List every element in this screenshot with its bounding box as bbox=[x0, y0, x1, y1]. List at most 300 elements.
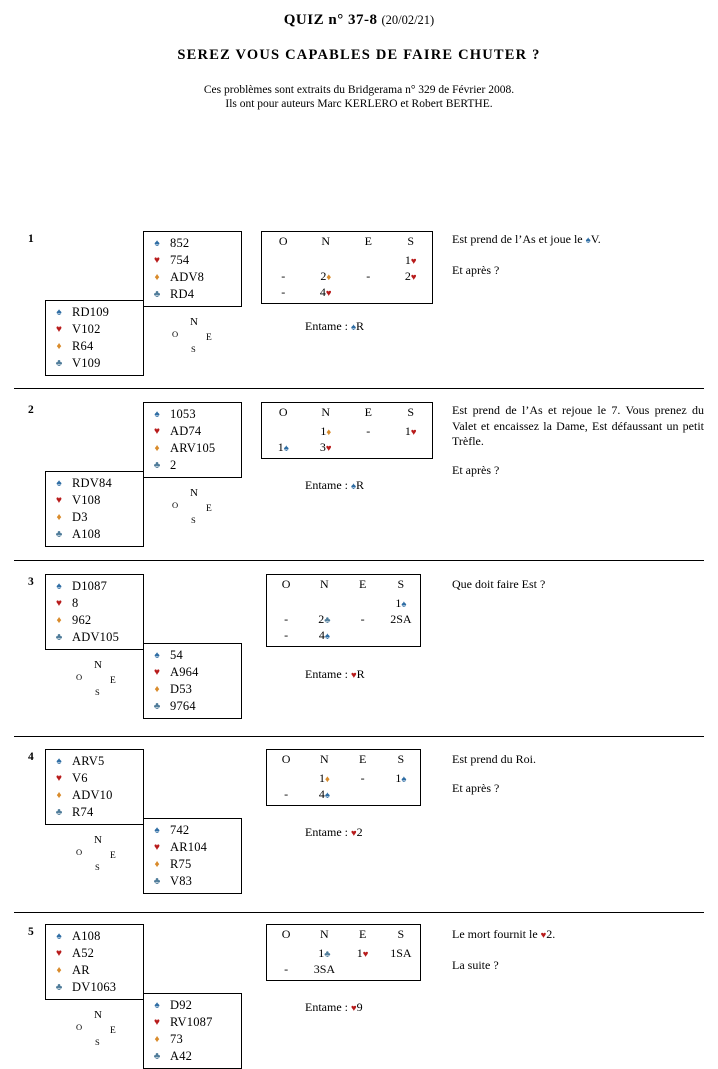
hand-suit-symbol bbox=[144, 826, 170, 836]
hand-box-north bbox=[143, 231, 242, 307]
hand-suit-symbol bbox=[144, 290, 170, 300]
hand-cards-heart: V6 bbox=[72, 771, 88, 785]
credit-line-source: Ces problèmes sont extraits du Bridgerama n° 329 de Février 2008. bbox=[203, 84, 515, 96]
bidding-table bbox=[266, 924, 421, 981]
bidding-cell: 1♠ bbox=[395, 595, 407, 610]
hand-cards-spade: 1053 bbox=[170, 407, 196, 421]
bidding-cell: - bbox=[281, 268, 286, 283]
hand-suit-symbol bbox=[46, 599, 72, 609]
spade-icon: ♠ bbox=[585, 236, 591, 246]
bidding-row bbox=[267, 961, 420, 977]
hand-suit-symbol bbox=[46, 582, 72, 592]
compass-rose bbox=[70, 659, 124, 701]
hand-row-diamond bbox=[46, 338, 143, 355]
problem-number: 2 bbox=[28, 404, 34, 416]
hand-cards-heart: 8 bbox=[72, 596, 79, 610]
hand-suit-symbol bbox=[144, 1035, 170, 1045]
bidding-table bbox=[261, 231, 433, 304]
compass-north: N bbox=[94, 1009, 102, 1021]
hand-row-diamond bbox=[46, 509, 143, 526]
bidding-cell: - bbox=[366, 268, 371, 283]
hand-row-diamond bbox=[46, 787, 143, 804]
hand-row-heart bbox=[144, 664, 241, 681]
spade-icon: ♠ bbox=[324, 631, 330, 642]
hand-suit-symbol bbox=[144, 444, 170, 454]
compass-north: N bbox=[94, 834, 102, 846]
credits bbox=[0, 83, 718, 111]
club-icon: ♣ bbox=[55, 806, 63, 818]
bidding-cell: - bbox=[284, 961, 289, 976]
compass-rose bbox=[166, 316, 220, 358]
hand-box-east bbox=[143, 993, 242, 1069]
compass-west: O bbox=[76, 1022, 83, 1032]
bidding-cell: 1♦ bbox=[320, 423, 332, 438]
bidding-row bbox=[267, 945, 420, 961]
hand-cards-diamond: AR bbox=[72, 963, 90, 977]
bidding-header-O: O bbox=[278, 234, 288, 248]
bidding-header-E: E bbox=[358, 577, 367, 591]
bidding-row bbox=[262, 423, 432, 439]
hand-suit-symbol bbox=[46, 325, 72, 335]
club-icon: ♣ bbox=[153, 1050, 161, 1062]
hand-cards-club: ADV105 bbox=[72, 630, 120, 644]
hand-cards-heart: V102 bbox=[72, 322, 101, 336]
bidding-cell: - bbox=[284, 786, 289, 801]
problem-number: 3 bbox=[28, 576, 34, 588]
hand-row-heart bbox=[46, 321, 143, 338]
bidding-header-O: O bbox=[278, 405, 288, 419]
hand-suit-symbol bbox=[144, 273, 170, 283]
hand-row-spade bbox=[46, 578, 143, 595]
problem-separator bbox=[14, 912, 704, 913]
hand-cards-spade: 54 bbox=[170, 648, 183, 662]
hand-suit-symbol bbox=[46, 932, 72, 942]
spade-icon: ♠ bbox=[401, 599, 407, 610]
compass-east: E bbox=[110, 676, 116, 686]
hand-row-club bbox=[144, 457, 241, 474]
hand-suit-symbol bbox=[46, 616, 72, 626]
hand-cards-diamond: R64 bbox=[72, 339, 94, 353]
commentary-paragraph: Et après ? bbox=[452, 780, 500, 795]
bidding-cell: - bbox=[284, 627, 289, 642]
bidding-header-S: S bbox=[407, 405, 415, 419]
quiz-title-text: QUIZ n° 37-8 bbox=[283, 12, 378, 28]
hand-box-east bbox=[143, 643, 242, 719]
bidding-cell: 4♠ bbox=[318, 786, 330, 801]
bidding-cell bbox=[305, 252, 348, 268]
bidding-header-N: N bbox=[320, 927, 329, 941]
bidding-cell bbox=[347, 252, 390, 268]
hand-box-west bbox=[45, 471, 144, 547]
hand-row-club bbox=[144, 1048, 241, 1065]
bidding-cell bbox=[382, 627, 420, 643]
heart-icon: ♥ bbox=[350, 829, 357, 839]
bidding-header-E: E bbox=[358, 752, 367, 766]
club-icon: ♣ bbox=[153, 459, 161, 471]
hand-suit-symbol bbox=[144, 702, 170, 712]
heart-icon: ♥ bbox=[350, 671, 357, 681]
spade-icon: ♠ bbox=[56, 477, 62, 489]
hand-cards-diamond: D3 bbox=[72, 510, 88, 524]
diamond-icon: ♦ bbox=[154, 683, 160, 695]
hand-suit-symbol bbox=[46, 479, 72, 489]
spade-icon: ♠ bbox=[350, 323, 357, 333]
heart-icon: ♥ bbox=[325, 288, 332, 299]
spade-icon: ♠ bbox=[56, 580, 62, 592]
hand-cards-spade: RDV84 bbox=[72, 476, 112, 490]
hand-suit-symbol bbox=[46, 308, 72, 318]
hand-row-club bbox=[144, 286, 241, 303]
problem-separator bbox=[14, 388, 704, 389]
entame-label: Entame : ♥9 bbox=[305, 1000, 363, 1014]
bidding-row bbox=[262, 252, 432, 268]
compass-east: E bbox=[110, 1026, 116, 1036]
hand-suit-symbol bbox=[144, 1052, 170, 1062]
hand-cards-club: V83 bbox=[170, 874, 193, 888]
hand-suit-symbol bbox=[46, 633, 72, 643]
bidding-cell bbox=[382, 961, 420, 977]
compass-south: S bbox=[191, 515, 196, 525]
hand-row-diamond bbox=[46, 612, 143, 629]
spade-icon: ♠ bbox=[154, 824, 160, 836]
hand-suit-symbol bbox=[46, 983, 72, 993]
hand-cards-heart: AR104 bbox=[170, 840, 208, 854]
spade-icon: ♠ bbox=[283, 443, 289, 454]
bidding-header-S: S bbox=[397, 752, 405, 766]
heart-icon: ♥ bbox=[410, 256, 417, 267]
bidding-cell bbox=[344, 627, 382, 643]
spade-icon: ♠ bbox=[324, 790, 330, 801]
bidding-header-N: N bbox=[320, 577, 329, 591]
hand-suit-symbol bbox=[144, 427, 170, 437]
heart-icon: ♥ bbox=[540, 931, 547, 941]
commentary-paragraph: La suite ? bbox=[452, 957, 499, 972]
commentary-paragraph: Est prend du Roi. bbox=[452, 752, 536, 766]
commentary bbox=[452, 927, 704, 973]
hand-row-club bbox=[46, 804, 143, 821]
diamond-icon: ♦ bbox=[56, 964, 62, 976]
hand-cards-spade: 742 bbox=[170, 823, 190, 837]
bidding-cell: 4♠ bbox=[318, 627, 330, 642]
compass-east: E bbox=[206, 333, 212, 343]
commentary-paragraph: Le mort fournit le ♥2. bbox=[452, 927, 556, 941]
heart-icon: ♥ bbox=[362, 949, 369, 960]
hand-suit-symbol bbox=[144, 651, 170, 661]
credit-line-authors: Ils ont pour auteurs Marc KERLERO et Robert BERTHE. bbox=[225, 98, 493, 110]
entame-label: Entame : ♠R bbox=[305, 478, 365, 492]
page-title bbox=[0, 12, 718, 29]
hand-cards-heart: RV1087 bbox=[170, 1015, 213, 1029]
bidding-cell: 2SA bbox=[390, 611, 412, 626]
bidding-header-O: O bbox=[281, 752, 291, 766]
bidding-cell: 3SA bbox=[313, 961, 336, 976]
bidding-cell: 1♠ bbox=[395, 770, 407, 785]
hand-row-heart bbox=[46, 945, 143, 962]
bidding-cell bbox=[267, 770, 305, 786]
hand-suit-symbol bbox=[144, 1018, 170, 1028]
entame-label: Entame : ♠R bbox=[305, 319, 365, 333]
commentary bbox=[452, 232, 704, 278]
hand-cards-club: RD4 bbox=[170, 287, 195, 301]
hand-suit-symbol bbox=[46, 774, 72, 784]
hand-row-heart bbox=[144, 1014, 241, 1031]
bidding-header-E: E bbox=[364, 405, 372, 419]
bidding-header-O: O bbox=[281, 577, 291, 591]
diamond-icon: ♦ bbox=[56, 511, 62, 523]
compass-rose bbox=[70, 834, 124, 876]
commentary-paragraph: Est prend de l’As et joue le ♠V. bbox=[452, 232, 601, 246]
hand-box-west bbox=[45, 300, 144, 376]
club-icon: ♣ bbox=[153, 875, 161, 887]
bidding-row bbox=[267, 627, 420, 643]
hand-row-club bbox=[46, 526, 143, 543]
hand-row-spade bbox=[46, 928, 143, 945]
hand-suit-symbol bbox=[144, 685, 170, 695]
hand-row-club bbox=[46, 355, 143, 372]
spade-icon: ♠ bbox=[56, 755, 62, 767]
hand-cards-spade: A108 bbox=[72, 929, 101, 943]
hand-suit-symbol bbox=[144, 461, 170, 471]
problem-number: 4 bbox=[28, 751, 34, 763]
commentary-paragraph: Et après ? bbox=[452, 462, 500, 477]
hand-suit-symbol bbox=[46, 791, 72, 801]
commentary-paragraph: Est prend de l’As et rejoue le 7. Vous prenez du Valet et encaissez la Dame, Est défaussant un petit Trèfle. bbox=[452, 403, 704, 448]
hand-suit-symbol bbox=[46, 342, 72, 352]
club-icon: ♣ bbox=[153, 700, 161, 712]
bidding-cell: 1♣ bbox=[318, 945, 331, 960]
club-icon: ♣ bbox=[324, 615, 331, 626]
spade-icon: ♠ bbox=[56, 306, 62, 318]
bidding-row bbox=[267, 611, 420, 627]
hand-suit-symbol bbox=[144, 1001, 170, 1011]
bidding-cell: - bbox=[366, 423, 371, 438]
commentary-paragraph: Que doit faire Est ? bbox=[452, 577, 546, 591]
hand-box-east bbox=[143, 818, 242, 894]
heart-icon: ♥ bbox=[56, 947, 62, 959]
bidding-cell bbox=[344, 595, 382, 611]
heart-icon: ♥ bbox=[154, 1016, 160, 1028]
hand-suit-symbol bbox=[46, 757, 72, 767]
compass-north: N bbox=[190, 316, 198, 328]
bidding-cell bbox=[262, 252, 305, 268]
bidding-cell: 2♦ bbox=[320, 268, 332, 283]
heart-icon: ♥ bbox=[325, 443, 332, 454]
diamond-icon: ♦ bbox=[154, 858, 160, 870]
hand-row-heart bbox=[46, 770, 143, 787]
hand-cards-heart: A52 bbox=[72, 946, 95, 960]
hand-cards-spade: RD109 bbox=[72, 305, 110, 319]
spade-icon: ♠ bbox=[154, 999, 160, 1011]
bidding-header-S: S bbox=[407, 234, 415, 248]
hand-suit-symbol bbox=[46, 949, 72, 959]
hand-row-diamond bbox=[144, 269, 241, 286]
compass-south: S bbox=[95, 1037, 100, 1047]
bidding-cell bbox=[347, 439, 390, 455]
hand-row-club bbox=[144, 873, 241, 890]
hand-box-west bbox=[45, 749, 144, 825]
hand-row-heart bbox=[144, 252, 241, 269]
quiz-date: (20/02/21) bbox=[381, 13, 435, 27]
hand-suit-symbol bbox=[46, 530, 72, 540]
heart-icon: ♥ bbox=[154, 666, 160, 678]
bidding-row bbox=[262, 439, 432, 455]
compass-west: O bbox=[172, 329, 179, 339]
compass-rose bbox=[70, 1009, 124, 1051]
club-icon: ♣ bbox=[55, 357, 63, 369]
bidding-cell bbox=[344, 786, 382, 802]
hand-box-west bbox=[45, 574, 144, 650]
problem-separator bbox=[14, 736, 704, 737]
bidding-row bbox=[267, 595, 420, 611]
diamond-icon: ♦ bbox=[154, 271, 160, 283]
bidding-cell: 1SA bbox=[390, 945, 412, 960]
hand-row-diamond bbox=[144, 681, 241, 698]
bidding-cell: - bbox=[360, 611, 365, 626]
bidding-table bbox=[261, 402, 433, 459]
spade-icon: ♠ bbox=[401, 774, 407, 785]
hand-cards-heart: 754 bbox=[170, 253, 190, 267]
bidding-header-S: S bbox=[397, 577, 405, 591]
heart-icon: ♥ bbox=[56, 597, 62, 609]
bidding-header-N: N bbox=[321, 405, 331, 419]
spade-icon: ♠ bbox=[154, 649, 160, 661]
club-icon: ♣ bbox=[55, 981, 63, 993]
hand-suit-symbol bbox=[46, 359, 72, 369]
hand-cards-spade: ARV5 bbox=[72, 754, 105, 768]
heart-icon: ♥ bbox=[56, 772, 62, 784]
spade-icon: ♠ bbox=[350, 482, 357, 492]
hand-suit-symbol bbox=[144, 843, 170, 853]
compass-south: S bbox=[95, 862, 100, 872]
diamond-icon: ♦ bbox=[56, 789, 62, 801]
hand-cards-diamond: R75 bbox=[170, 857, 192, 871]
bidding-cell: 1♠ bbox=[277, 439, 289, 454]
hand-row-diamond bbox=[144, 856, 241, 873]
bidding-cell: - bbox=[360, 770, 365, 785]
hand-suit-symbol bbox=[144, 668, 170, 678]
hand-suit-symbol bbox=[144, 877, 170, 887]
bidding-cell: 4♥ bbox=[319, 284, 332, 299]
hand-row-club bbox=[144, 698, 241, 715]
hand-row-diamond bbox=[144, 440, 241, 457]
bidding-cell: 2♣ bbox=[318, 611, 331, 626]
bidding-cell bbox=[390, 284, 433, 300]
hand-cards-spade: D92 bbox=[170, 998, 193, 1012]
hand-row-heart bbox=[46, 595, 143, 612]
hand-cards-diamond: ADV8 bbox=[170, 270, 205, 284]
club-icon: ♣ bbox=[324, 949, 331, 960]
bidding-table bbox=[266, 749, 421, 806]
bidding-cell: 1♦ bbox=[318, 770, 330, 785]
compass-rose bbox=[166, 487, 220, 529]
hand-cards-club: 2 bbox=[170, 458, 177, 472]
hand-suit-symbol bbox=[144, 239, 170, 249]
hand-cards-diamond: 962 bbox=[72, 613, 92, 627]
compass-east: E bbox=[110, 851, 116, 861]
hand-cards-club: A108 bbox=[72, 527, 101, 541]
hand-suit-symbol bbox=[46, 808, 72, 818]
hand-row-heart bbox=[144, 839, 241, 856]
diamond-icon: ♦ bbox=[154, 442, 160, 454]
heart-icon: ♥ bbox=[154, 425, 160, 437]
diamond-icon: ♦ bbox=[326, 272, 332, 283]
bidding-header-E: E bbox=[364, 234, 372, 248]
commentary-paragraph: Et après ? bbox=[452, 262, 500, 277]
hand-cards-club: A42 bbox=[170, 1049, 193, 1063]
entame-label: Entame : ♥2 bbox=[305, 825, 363, 839]
spade-icon: ♠ bbox=[154, 237, 160, 249]
hand-row-spade bbox=[144, 406, 241, 423]
compass-south: S bbox=[191, 344, 196, 354]
diamond-icon: ♦ bbox=[56, 340, 62, 352]
compass-west: O bbox=[76, 672, 83, 682]
compass-north: N bbox=[94, 659, 102, 671]
club-icon: ♣ bbox=[153, 288, 161, 300]
compass-east: E bbox=[206, 504, 212, 514]
bidding-row bbox=[262, 284, 432, 300]
bidding-cell bbox=[347, 284, 390, 300]
hand-row-spade bbox=[144, 647, 241, 664]
hand-cards-heart: V108 bbox=[72, 493, 101, 507]
problem-number: 5 bbox=[28, 926, 34, 938]
document-header bbox=[0, 12, 718, 111]
heart-icon: ♥ bbox=[154, 254, 160, 266]
hand-cards-diamond: 73 bbox=[170, 1032, 183, 1046]
compass-north: N bbox=[190, 487, 198, 499]
heart-icon: ♥ bbox=[410, 272, 417, 283]
diamond-icon: ♦ bbox=[56, 614, 62, 626]
bidding-header-E: E bbox=[358, 927, 367, 941]
bidding-cell bbox=[267, 945, 305, 961]
entame-label: Entame : ♥R bbox=[305, 667, 365, 681]
bidding-cell: - bbox=[284, 611, 289, 626]
diamond-icon: ♦ bbox=[326, 427, 332, 438]
commentary bbox=[452, 403, 704, 478]
compass-west: O bbox=[172, 500, 179, 510]
bidding-row bbox=[267, 786, 420, 802]
club-icon: ♣ bbox=[55, 528, 63, 540]
quiz-subtitle: SEREZ VOUS CAPABLES DE FAIRE CHUTER ? bbox=[177, 47, 541, 63]
bidding-cell: 2♥ bbox=[404, 268, 417, 283]
hand-suit-symbol bbox=[144, 410, 170, 420]
bidding-cell bbox=[390, 439, 433, 455]
heart-icon: ♥ bbox=[410, 427, 417, 438]
hand-cards-diamond: ADV10 bbox=[72, 788, 113, 802]
hand-suit-symbol bbox=[144, 256, 170, 266]
hand-box-west bbox=[45, 924, 144, 1000]
bidding-cell bbox=[382, 786, 420, 802]
compass-south: S bbox=[95, 687, 100, 697]
bidding-cell: 1♥ bbox=[356, 945, 369, 960]
hand-cards-club: 9764 bbox=[170, 699, 196, 713]
hand-suit-symbol bbox=[144, 860, 170, 870]
hand-row-heart bbox=[46, 492, 143, 509]
diamond-icon: ♦ bbox=[324, 774, 330, 785]
hand-cards-heart: A964 bbox=[170, 665, 199, 679]
hand-box-north bbox=[143, 402, 242, 478]
bidding-header-N: N bbox=[321, 234, 331, 248]
bidding-table bbox=[266, 574, 421, 647]
diamond-icon: ♦ bbox=[154, 1033, 160, 1045]
hand-cards-spade: 852 bbox=[170, 236, 190, 250]
heart-icon: ♥ bbox=[56, 323, 62, 335]
bidding-cell bbox=[305, 595, 343, 611]
hand-suit-symbol bbox=[46, 496, 72, 506]
club-icon: ♣ bbox=[55, 631, 63, 643]
hand-cards-club: V109 bbox=[72, 356, 101, 370]
bidding-header-N: N bbox=[320, 752, 329, 766]
hand-row-spade bbox=[46, 475, 143, 492]
